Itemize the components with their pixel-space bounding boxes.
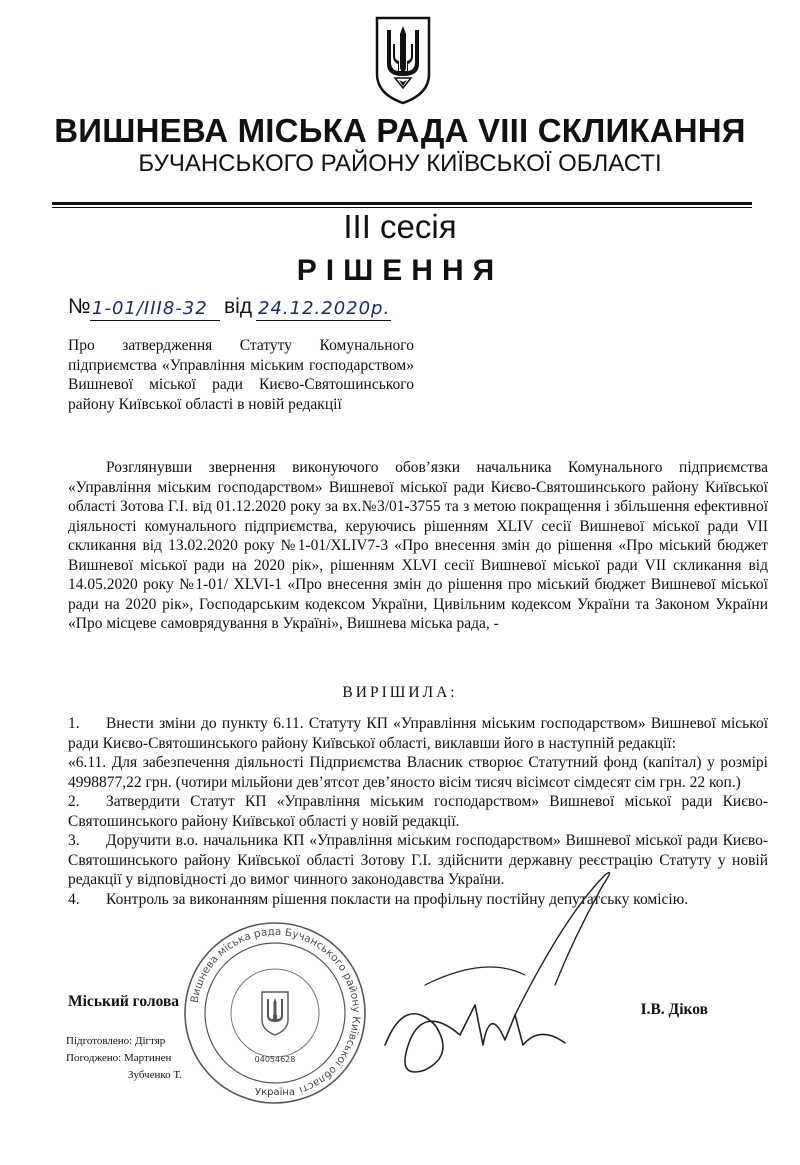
council-subtitle: БУЧАНСЬКОГО РАЙОНУ КИЇВСЬКОЇ ОБЛАСТІ xyxy=(138,150,662,177)
decision-date: 24.12.2020р. xyxy=(258,298,391,319)
preamble-paragraph: Розглянувши звернення виконуючого обов’язки начальника Комунального підприємства «Управління міським господарством» Вишневої міської ради Києво-Святошинського району Київської області Зотова Г.І. від 01.12.2020 року за вх.№3/01-3755 та з метою покращення і збільшення ефективної діяльності комунального підприємства, керуючись рішенням XLIV сесії Вишневої міської ради VII скликання від 13.02.2020 року №1-01/XLIV7-3 «Про внесення змін до рішення «Про міський бюджет Вишневої міської ради на 2020 рік», рішенням XLVI сесії Вишневої міської ради VII скликання від 14.05.2020 року №1-01/ XLVI-1 «Про внесення змін до рішення про міський бюджет Вишневої міської ради на 2020 рік», Господарським кодексом України, Цивільним кодексом України та Законом України «Про місцеве самоврядування в Україні», Вишнева міська рада, - xyxy=(68,459,768,632)
item-text: «6.11. Для забезпечення діяльності Підприємства Власник створює Статутний фонд (капітал) у розмірі 4998877,22 грн. (чотири мільйони дев’ятсот дев’яносто вісім тисяч вісімсот сімдесят сім грн. 22 коп.) xyxy=(68,754,768,791)
decision-number-line xyxy=(68,295,468,325)
item-text: Внести зміни до пункту 6.11. Статуту КП «Управління міським господарством» Вишневої міської ради Києво-Святошинського району Київської області, виклавши його в наступній редакції: xyxy=(68,715,768,752)
item-number: 1. xyxy=(68,715,80,732)
council-title: ВИШНЕВА МІСЬКА РАДА VIII СКЛИКАННЯ xyxy=(54,112,746,149)
agreed-by: Погоджено: Мартинен xyxy=(66,1052,172,1064)
seal-bottom-text: Україна xyxy=(254,1087,296,1098)
item-number: 3. xyxy=(68,832,80,849)
decision-heading: РІШЕННЯ xyxy=(296,254,504,287)
mayor-label: Міський голова xyxy=(68,993,180,1010)
official-seal-stamp xyxy=(180,918,370,1108)
resolved-heading: ВИРІШИЛА: xyxy=(342,684,458,701)
number-underline xyxy=(90,320,220,321)
resolution-item xyxy=(68,792,768,831)
item-text: Доручити в.о. начальника КП «Управління міським господарством» Вишневої міської ради Києво-Святошинського району Київської області Зотову Г.І. здійснити державну реєстрацію Статуту у новій редакції у відповідності до вимог чинного законодавства України. xyxy=(68,832,768,888)
mayor-name: І.В. Діков xyxy=(640,1001,708,1018)
seal-ring-text: Вишнева міська рада Бучанського району Київської області xyxy=(188,925,363,1096)
seal-code: 04054628 xyxy=(254,1055,296,1064)
item-text: Затвердити Статут КП «Управління міським господарством» Вишневої міської ради Києво-Святошинського району Київської області у новій редакції. xyxy=(68,793,768,830)
resolution-item xyxy=(68,753,768,792)
session-heading: ІІІ сесія xyxy=(343,208,457,245)
date-prefix: від xyxy=(224,295,253,318)
resolution-item xyxy=(68,714,768,753)
trident-emblem-icon xyxy=(373,14,433,106)
agreed-by-second: Зубченко Т. xyxy=(128,1069,182,1081)
number-prefix: № xyxy=(68,295,91,318)
handwritten-signature xyxy=(365,855,665,1095)
date-underline xyxy=(256,320,391,321)
decision-subject: Про затвердження Статуту Комунального підприємства «Управління міським господарством» Вишневої міської ради Києво-Святошинського району Київської області в новій редакції xyxy=(68,337,414,413)
prepared-by: Підготовлено: Дігтяр xyxy=(66,1035,166,1047)
item-number: 4. xyxy=(68,890,80,908)
item-text: Контроль за виконанням рішення покласти на профільну постійну депутатську комісію. xyxy=(106,890,689,908)
header-rule-thick xyxy=(52,202,752,205)
item-number: 2. xyxy=(68,793,80,810)
decision-number: 1-01/ІІІ8-32 xyxy=(92,298,208,319)
